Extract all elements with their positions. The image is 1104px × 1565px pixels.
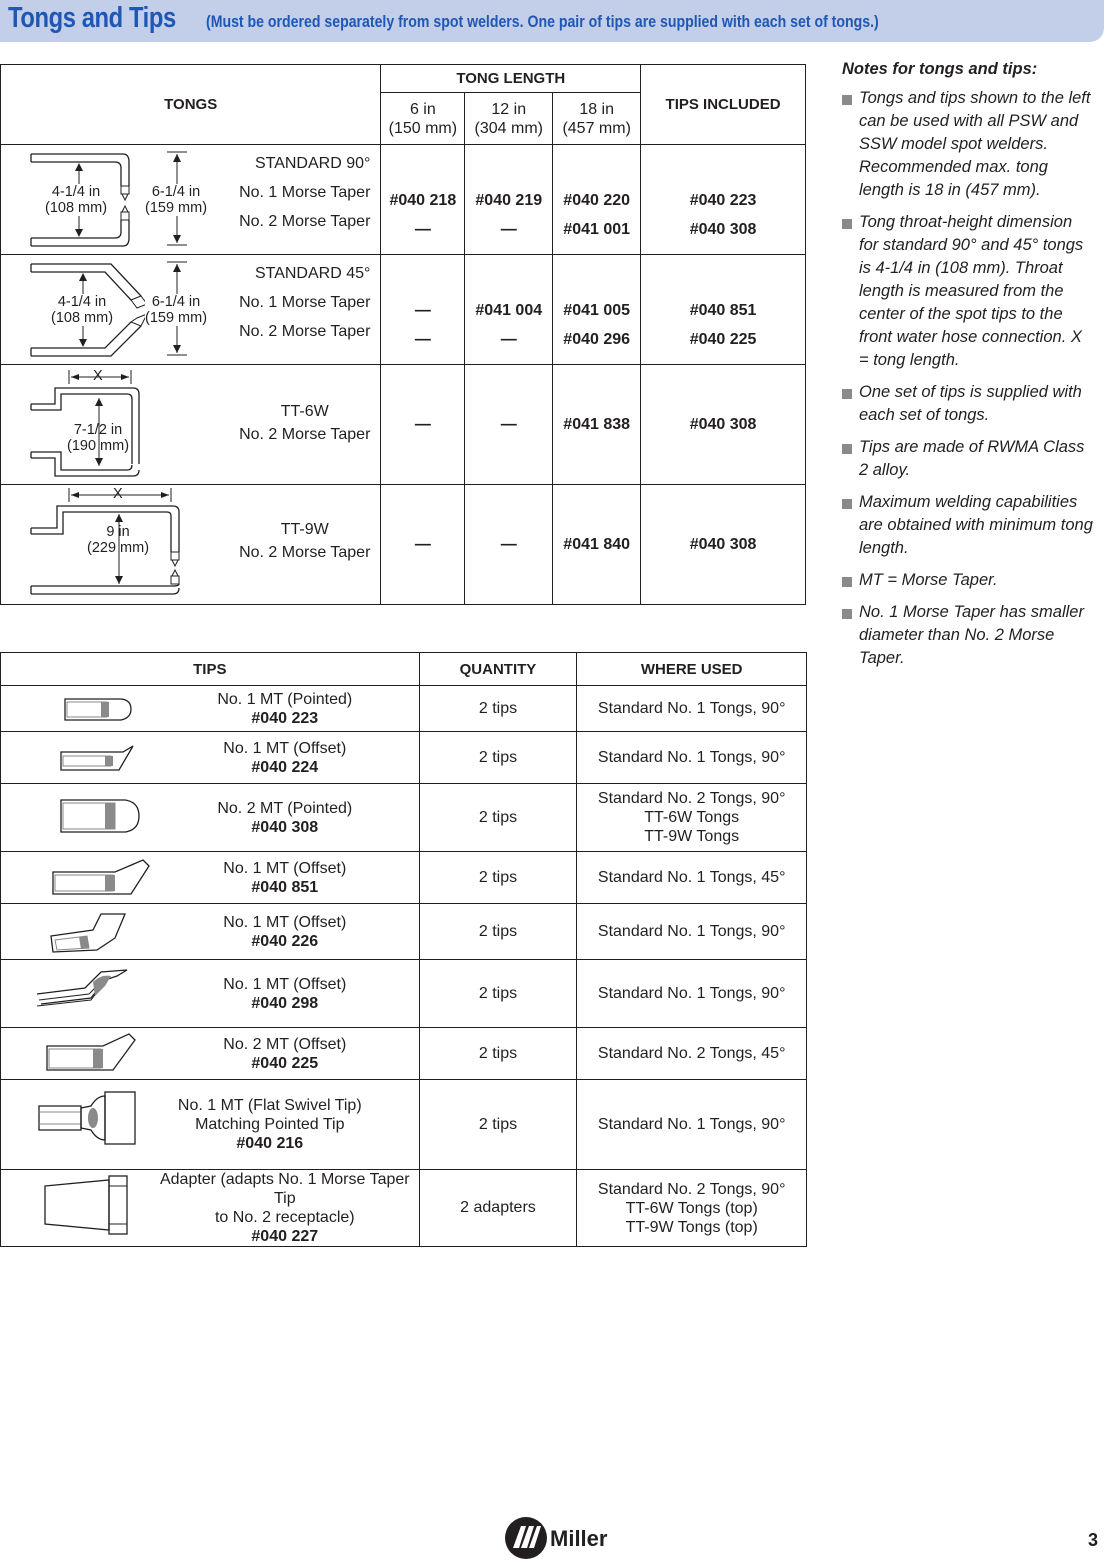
tip-where: Standard No. 1 Tongs, 45°: [577, 852, 807, 904]
header-tips-included: TIPS INCLUDED: [641, 65, 806, 145]
tong-tt6w-throat-label: 7-1/2 in (190 mm): [67, 421, 130, 454]
note-item: Maximum welding capabilities are obtained with minimum tong length.: [842, 491, 1094, 560]
tong-tt6w-tips: #040 308: [641, 365, 806, 485]
tip-row: No. 1 MT (Offset) #040 226 2 tips Standard No. 1 Tongs, 90°: [1, 904, 807, 960]
notes-panel: [842, 58, 1094, 679]
tip-offset-icon: [31, 736, 141, 776]
tong-row-standard-90: [1, 145, 806, 255]
tong-tt6w-6in: —: [381, 365, 465, 485]
tip-qty: 2 tips: [419, 852, 577, 904]
tong-90-description: STANDARD 90° No. 1 Morse Taper No. 2 Morse Taper: [239, 154, 371, 230]
length-18in: 18 in (457 mm): [553, 93, 641, 145]
tong-tt9w-6in: —: [381, 485, 465, 605]
tip-row: No. 1 MT (Offset) #040 224 2 tips Standard No. 1 Tongs, 90°: [1, 732, 807, 784]
tip-qty: 2 tips: [419, 732, 577, 784]
bullet-square-icon: [842, 577, 852, 587]
tongs-table: [0, 64, 806, 605]
header-tips: TIPS: [1, 653, 420, 686]
tong-45-6in: — —: [381, 255, 465, 365]
tong-90-throat-label: 4-1/4 in (108 mm): [45, 183, 108, 216]
tong-tt9w-throat-label: 9 in (229 mm): [87, 523, 150, 556]
tip-row: No. 1 MT (Offset) #040 298 2 tips Standard No. 1 Tongs, 90°: [1, 960, 807, 1028]
tip-where: Standard No. 1 Tongs, 90°: [577, 904, 807, 960]
tong-90-18in: #040 220 #041 001: [553, 145, 641, 255]
tong-tt9w-tips: #040 308: [641, 485, 806, 605]
page-number: 3: [1088, 1530, 1099, 1550]
tong-90-6in: #040 218 —: [381, 145, 465, 255]
tip-offset-angled-icon: [31, 908, 141, 956]
tong-diagram-90: [1, 146, 380, 254]
tip-where: Standard No. 1 Tongs, 90°: [577, 686, 807, 732]
tong-diagram-tt6w: [1, 366, 380, 484]
note-item: Tong throat-height dimension for standard 90° and 45° tongs is 4-1/4 in (108 mm). Throat length is measured from the center of the spot tips to the front water hose connection. X = tong length.: [842, 211, 1094, 372]
tong-row-standard-45: [1, 255, 806, 365]
header-tong-length: TONG LENGTH: [381, 65, 641, 93]
tip-where: Standard No. 2 Tongs, 45°: [577, 1028, 807, 1080]
tip-offset-45-icon: [31, 856, 161, 902]
tip-row: No. 2 MT (Offset) #040 225 2 tips Standard No. 2 Tongs, 45°: [1, 1028, 807, 1080]
tip-qty: 2 tips: [419, 1080, 577, 1170]
page-title: Tongs and Tips: [8, 2, 176, 34]
tip-where: Standard No. 1 Tongs, 90°: [577, 960, 807, 1028]
header-quantity: QUANTITY: [419, 653, 577, 686]
tip-row: Adapter (adapts No. 1 Morse Taper Tip to No. 2 receptacle) #040 227 2 adapters Standard No. 2 Tongs, 90° TT-6W Tongs (top) TT-9W Tongs (top): [1, 1170, 807, 1247]
tong-45-18in: #041 005 #040 296: [553, 255, 641, 365]
length-6in: 6 in (150 mm): [381, 93, 465, 145]
bullet-square-icon: [842, 389, 852, 399]
tip-qty: 2 adapters: [419, 1170, 577, 1247]
tip-where: Standard No. 2 Tongs, 90° TT-6W Tongs (top) TT-9W Tongs (top): [577, 1170, 807, 1247]
tong-45-height-label: 6-1/4 in (159 mm): [145, 293, 208, 326]
tip-row: No. 1 MT (Pointed) #040 223 2 tips Standard No. 1 Tongs, 90°: [1, 686, 807, 732]
tong-tt9w-18in: #041 840: [553, 485, 641, 605]
tong-90-height-label: 6-1/4 in (159 mm): [145, 183, 208, 216]
tong-45-throat-label: 4-1/4 in (108 mm): [51, 293, 114, 326]
adapter-icon: [31, 1174, 151, 1238]
miller-logo-icon: [504, 1516, 619, 1560]
bullet-square-icon: [842, 219, 852, 229]
svg-text:Miller: Miller: [550, 1526, 608, 1551]
tong-row-tt6w: [1, 365, 806, 485]
tip-where: Standard No. 1 Tongs, 90°: [577, 732, 807, 784]
tong-tt6w-12in: —: [465, 365, 553, 485]
length-12in: 12 in (304 mm): [465, 93, 553, 145]
tip-pointed-large-icon: [31, 788, 141, 848]
page-subtitle: (Must be ordered separately from spot welders. One pair of tips are supplied with each set of tongs.): [206, 12, 879, 31]
title-banner: [0, 0, 1104, 42]
notes-title: Notes for tongs and tips:: [842, 60, 1038, 78]
bullet-square-icon: [842, 444, 852, 454]
bullet-square-icon: [842, 499, 852, 509]
tip-pointed-icon: [31, 690, 141, 728]
notes-list: [842, 87, 1094, 670]
note-item: MT = Morse Taper.: [842, 569, 1094, 592]
note-item: No. 1 Morse Taper has smaller diameter than No. 2 Morse Taper.: [842, 601, 1094, 670]
tong-diagram-tt9w: [1, 486, 380, 604]
note-item: Tips are made of RWMA Class 2 alloy.: [842, 436, 1094, 482]
tip-row: No. 1 MT (Offset) #040 851 2 tips Standard No. 1 Tongs, 45°: [1, 852, 807, 904]
tips-table: [0, 652, 807, 1247]
tip-row: No. 1 MT (Flat Swivel Tip) Matching Pointed Tip #040 216 2 tips Standard No. 1 Tongs, 90°: [1, 1080, 807, 1170]
tip-qty: 2 tips: [419, 960, 577, 1028]
tong-diagram-45: [1, 256, 380, 364]
tong-90-tips: #040 223 #040 308: [641, 145, 806, 255]
note-item: One set of tips is supplied with each set of tongs.: [842, 381, 1094, 427]
tong-tt6w-18in: #041 838: [553, 365, 641, 485]
tong-45-tips: #040 851 #040 225: [641, 255, 806, 365]
tong-tt9w-x-label: X: [113, 485, 123, 502]
header-where-used: WHERE USED: [577, 653, 807, 686]
tip-row: No. 2 MT (Pointed) #040 308 2 tips Standard No. 2 Tongs, 90° TT-6W Tongs TT-9W Tongs: [1, 784, 807, 852]
tong-tt9w-description: TT-9W No. 2 Morse Taper: [239, 520, 371, 561]
tip-qty: 2 tips: [419, 784, 577, 852]
tip-flat-swivel-icon: [31, 1084, 151, 1164]
tip-offset-no2-icon: [31, 1032, 151, 1078]
tip-where: Standard No. 2 Tongs, 90° TT-6W Tongs TT-9W Tongs: [577, 784, 807, 852]
tip-where: Standard No. 1 Tongs, 90°: [577, 1080, 807, 1170]
tong-90-12in: #040 219 —: [465, 145, 553, 255]
bullet-square-icon: [842, 609, 852, 619]
tip-qty: 2 tips: [419, 1028, 577, 1080]
tip-qty: 2 tips: [419, 686, 577, 732]
tong-tt9w-12in: —: [465, 485, 553, 605]
miller-logo: [504, 1516, 619, 1565]
header-tongs: TONGS: [1, 65, 381, 145]
tong-row-tt9w: [1, 485, 806, 605]
tong-45-description: STANDARD 45° No. 1 Morse Taper No. 2 Morse Taper: [239, 264, 371, 340]
tong-tt6w-x-label: X: [93, 367, 103, 384]
tip-offset-curved-icon: [31, 964, 151, 1024]
note-item: Tongs and tips shown to the left can be used with all PSW and SSW model spot welders. Recommended max. tong length is 18 in (457 mm).: [842, 87, 1094, 202]
tong-45-12in: #041 004 —: [465, 255, 553, 365]
bullet-square-icon: [842, 95, 852, 105]
tip-qty: 2 tips: [419, 904, 577, 960]
tong-tt6w-description: TT-6W No. 2 Morse Taper: [239, 402, 371, 443]
